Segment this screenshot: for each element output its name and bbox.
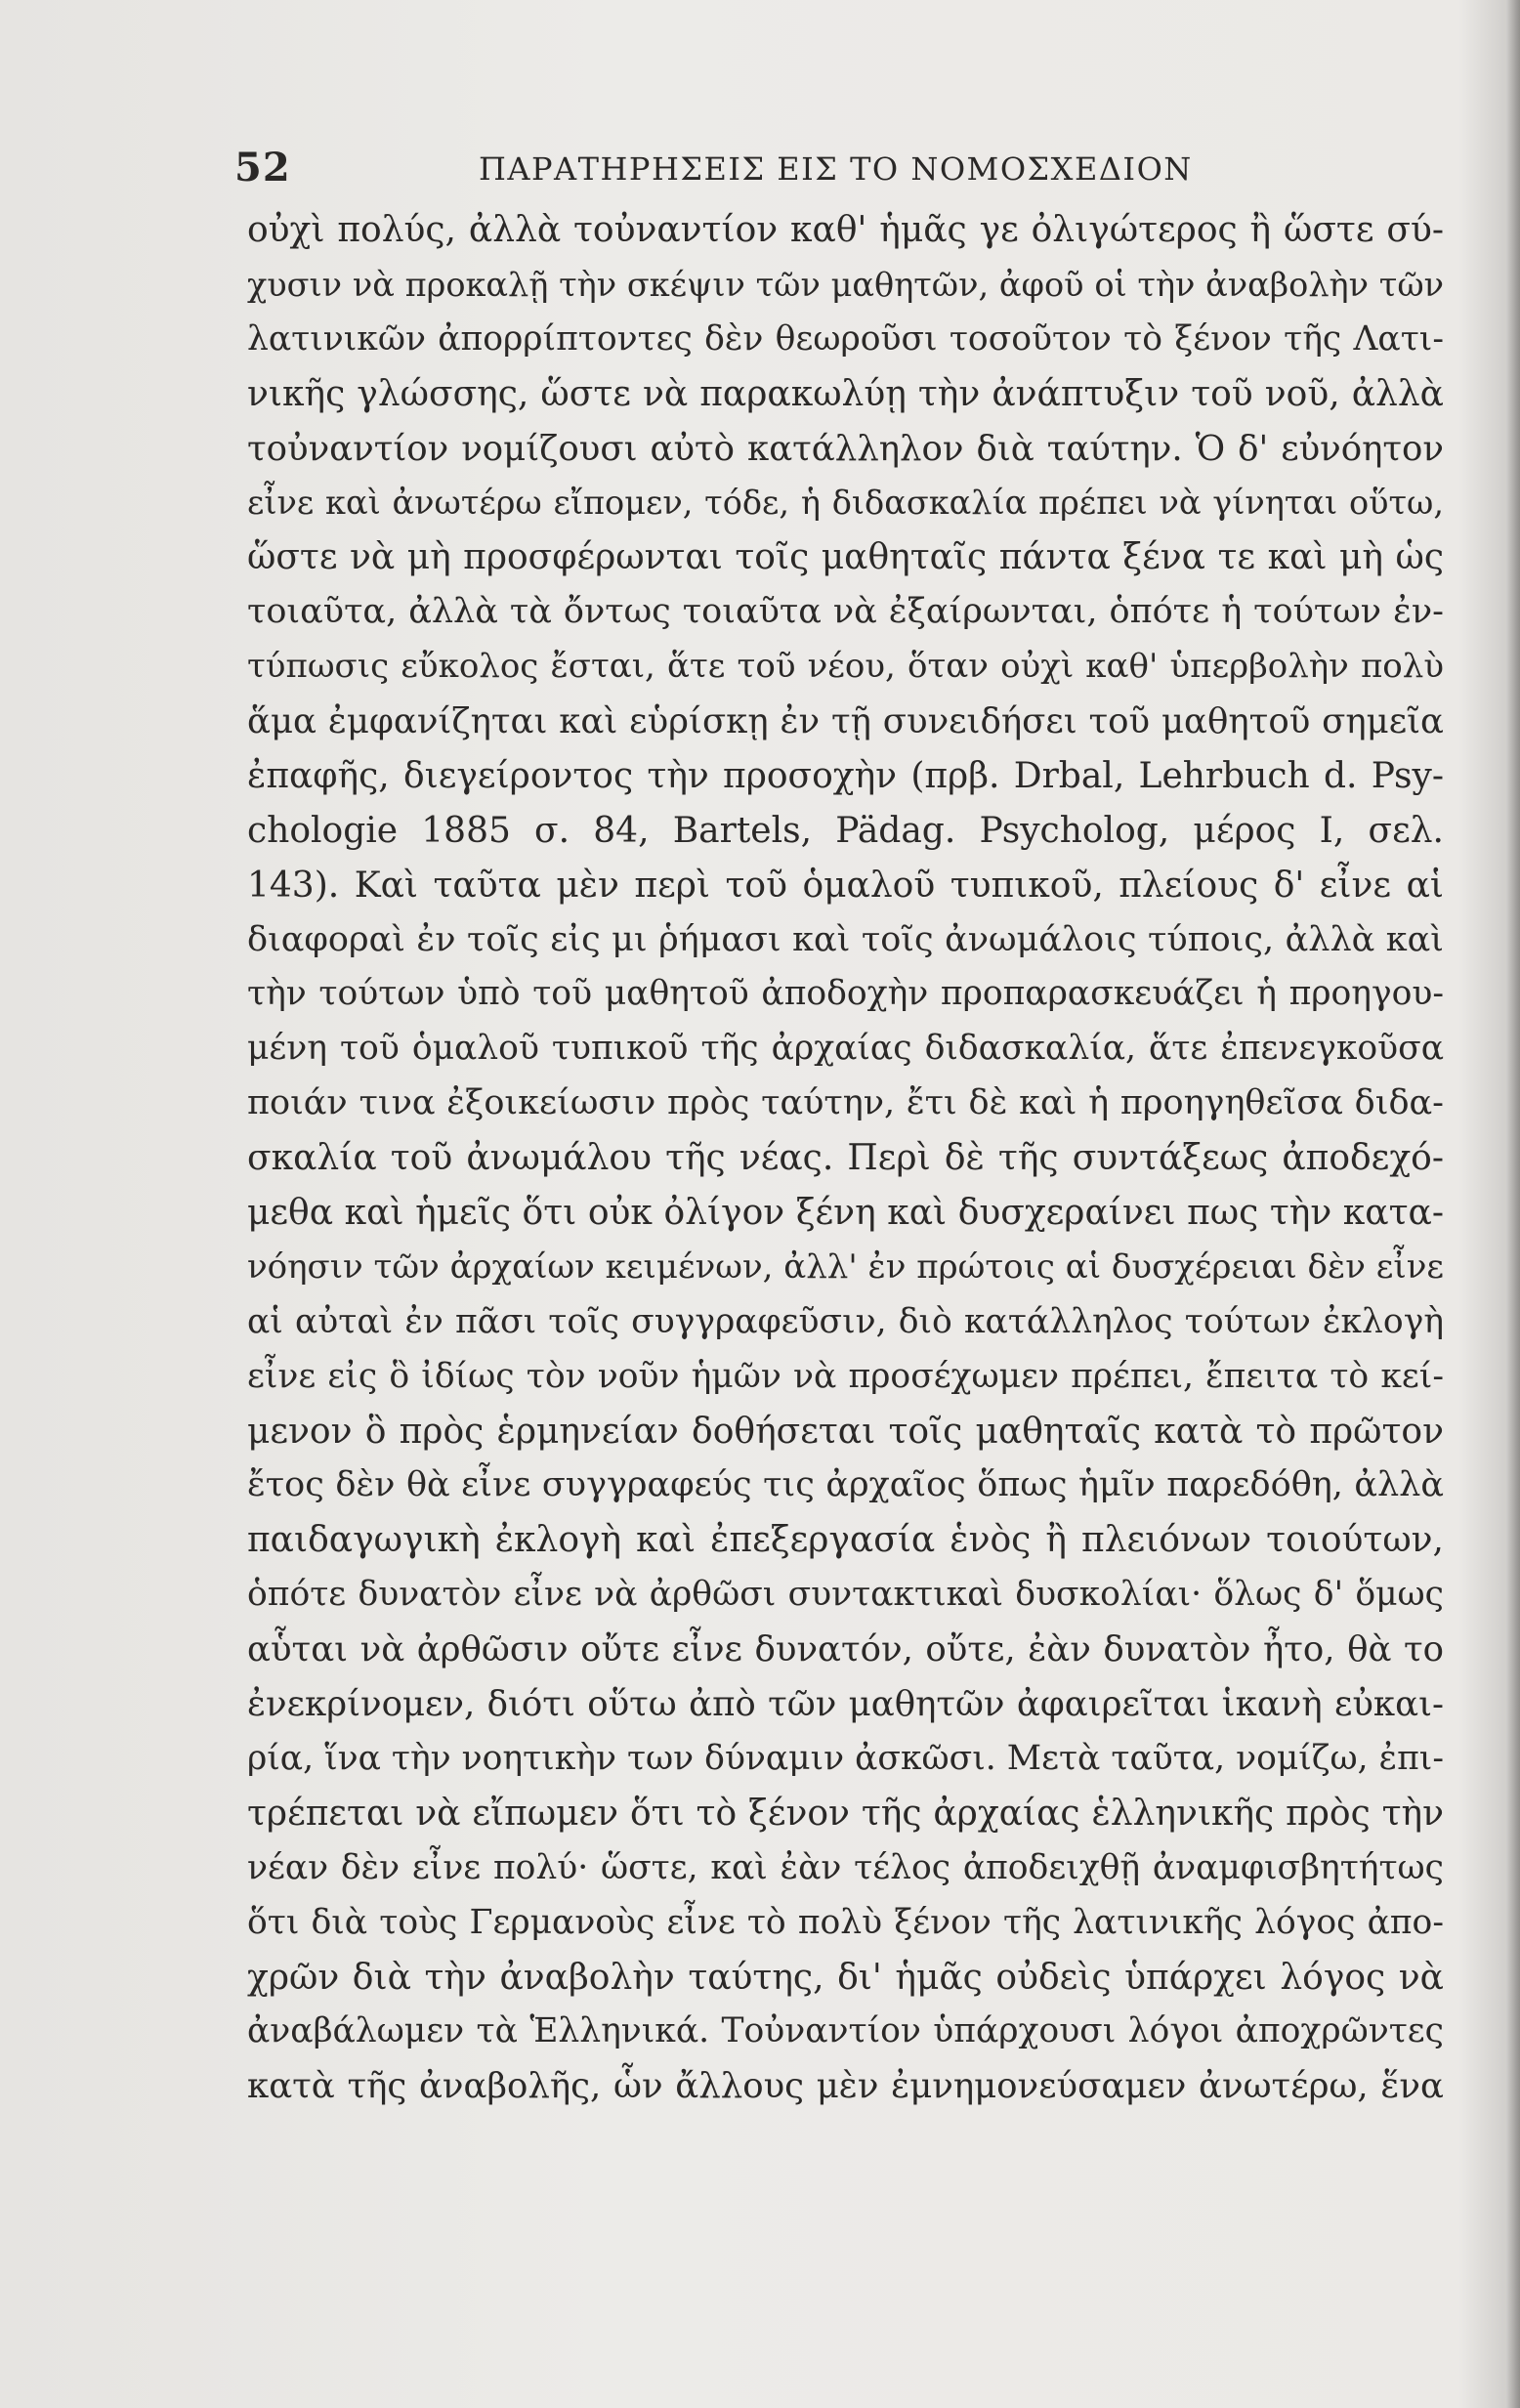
text-line: ἐνεκρίνομεν, διότι οὕτω ἀπὸ τῶν μαθητῶν ἀφαιρεῖται ἱκανὴ εὐκαι-	[247, 1684, 1444, 1725]
page-edge-shadow	[1506, 0, 1520, 2408]
text-line: χυσιν νὰ προκαλῇ τὴν σκέψιν τῶν μαθητῶν, ἀφοῦ οἱ τὴν ἀναβολὴν τῶν	[247, 265, 1444, 304]
text-line: 143). Καὶ ταῦτα μὲν περὶ τοῦ ὁμαλοῦ τυπικοῦ, πλείους δ' εἶνε αἱ	[247, 865, 1444, 906]
text-line: ὅτι διὰ τοὺς Γερμανοὺς εἶνε τὸ πολὺ ξένον τῆς λατινικῆς λόγος ἀπο-	[247, 1902, 1444, 1942]
text-line: μεθα καὶ ἡμεῖς ὅτι οὐκ ὀλίγον ξένη καὶ δυσχεραίνει πως τὴν κατα-	[247, 1193, 1444, 1234]
text-line: παιδαγωγικὴ ἐκλογὴ καὶ ἐπεξεργασία ἑνὸς ἢ πλειόνων τοιούτων,	[247, 1520, 1444, 1561]
text-line: σκαλία τοῦ ἀνωμάλου τῆς νέας. Περὶ δὲ τῆς συντάξεως ἀποδεχό-	[247, 1138, 1444, 1179]
text-line: ὥστε νὰ μὴ προσφέρωνται τοῖς μαθηταῖς πάντα ξένα τε καὶ μὴ ὡς	[247, 537, 1444, 578]
text-line: τὴν τούτων ὑπὸ τοῦ μαθητοῦ ἀποδοχὴν προπαρασκευάζει ἡ προηγου-	[247, 974, 1444, 1014]
text-line: ρία, ἵνα τὴν νοητικὴν των δύναμιν ἀσκῶσι. Μετὰ ταῦτα, νομίζω, ἐπι-	[247, 1738, 1444, 1778]
body-text	[247, 203, 1444, 2114]
text-line: τρέπεται νὰ εἴπωμεν ὅτι τὸ ξένον τῆς ἀρχαίας ἑλληνικῆς πρὸς τὴν	[247, 1793, 1444, 1834]
text-line: τοιαῦτα, ἀλλὰ τὰ ὄντως τοιαῦτα νὰ ἐξαίρωνται, ὁπότε ἡ τούτων ἐν-	[247, 592, 1444, 632]
text-line: ὁπότε δυνατὸν εἶνε νὰ ἀρθῶσι συντακτικαὶ δυσκολίαι· ὅλως δ' ὅμως	[247, 1575, 1444, 1615]
page-number: 52	[234, 145, 291, 190]
text-line: αἱ αὐταὶ ἐν πᾶσι τοῖς συγγραφεῦσιν, διὸ κατάλληλος τούτων ἐκλογὴ	[247, 1301, 1444, 1341]
text-line: διαφοραὶ ἐν τοῖς εἰς μι ῥήμασι καὶ τοῖς ἀνωμάλοις τύποις, ἀλλὰ καὶ	[247, 919, 1444, 959]
text-line: τοὐναντίον νομίζουσι αὐτὸ κατάλληλον διὰ ταύτην. Ὁ δ' εὐνόητον	[247, 428, 1444, 469]
text-line: εἶνε εἰς ὃ ἰδίως τὸν νοῦν ἡμῶν νὰ προσέχωμεν πρέπει, ἔπειτα τὸ κεί-	[247, 1356, 1444, 1396]
text-line: ἔτος δὲν θὰ εἶνε συγγραφεύς τις ἀρχαῖος ὅπως ἡμῖν παρεδόθη, ἀλλὰ	[247, 1465, 1444, 1505]
text-line: ἀναβάλωμεν τὰ Ἑλληνικά. Τοὐναντίον ὑπάρχουσι λόγοι ἀποχρῶντες	[247, 2011, 1444, 2051]
text-line: τύπωσις εὔκολος ἔσται, ἅτε τοῦ νέου, ὅταν οὐχὶ καθ' ὑπερβολὴν πολὺ	[247, 647, 1444, 687]
text-line: μένη τοῦ ὁμαλοῦ τυπικοῦ τῆς ἀρχαίας διδασκαλία, ἅτε ἐπενεγκοῦσα	[247, 1029, 1444, 1069]
text-line: χρῶν διὰ τὴν ἀναβολὴν ταύτης, δι' ἡμᾶς οὐδεὶς ὑπάρχει λόγος νὰ	[247, 1957, 1444, 1998]
text-line: κατὰ τῆς ἀναβολῆς, ὧν ἄλλους μὲν ἐμνημονεύσαμεν ἀνωτέρω, ἕνα	[247, 2066, 1444, 2107]
text-line: νέαν δὲν εἶνε πολύ· ὥστε, καὶ ἐὰν τέλος ἀποδειχθῇ ἀναμφισβητήτως	[247, 1847, 1444, 1887]
text-line: νόησιν τῶν ἀρχαίων κειμένων, ἀλλ' ἐν πρώτοις αἱ δυσχέρειαι δὲν εἶνε	[247, 1246, 1444, 1287]
text-line: νικῆς γλώσσης, ὥστε νὰ παρακωλύῃ τὴν ἀνάπτυξιν τοῦ νοῦ, ἀλλὰ	[247, 373, 1444, 414]
text-line: ποιάν τινα ἐξοικείωσιν πρὸς ταύτην, ἔτι δὲ καὶ ἡ προηγηθεῖσα διδα-	[247, 1083, 1444, 1123]
page-header	[234, 145, 1211, 199]
text-line: chologie 1885 σ. 84, Bartels, Pädag. Psycholog, μέρος I, σελ.	[247, 810, 1444, 851]
text-line: οὐχὶ πολύς, ἀλλὰ τοὐναντίον καθ' ἡμᾶς γε ὀλιγώτερος ἢ ὥστε σύ-	[247, 210, 1444, 250]
text-line: ἐπαφῆς, διεγείροντος τὴν προσοχὴν (πρβ. Drbal, Lehrbuch d. Psy-	[247, 755, 1444, 796]
text-line: αὗται νὰ ἀρθῶσιν οὔτε εἶνε δυνατόν, οὔτε, ἐὰν δυνατὸν ἦτο, θὰ το	[247, 1629, 1444, 1670]
text-line: λατινικῶν ἀπορρίπτοντες δὲν θεωροῦσι τοσοῦτον τὸ ξένον τῆς Λατι-	[247, 318, 1444, 359]
text-line: ἅμα ἐμφανίζηται καὶ εὑρίσκῃ ἐν τῇ συνειδήσει τοῦ μαθητοῦ σημεῖα	[247, 701, 1444, 742]
text-line: μενον ὃ πρὸς ἑρμηνείαν δοθήσεται τοῖς μαθηταῖς κατὰ τὸ πρῶτον	[247, 1411, 1444, 1452]
running-title: ΠΑΡΑΤΗΡΗΣΕΙΣ ΕΙΣ ΤΟ ΝΟΜΟΣΧΕΔΙΟΝ	[479, 150, 1193, 188]
text-line: εἶνε καὶ ἀνωτέρω εἴπομεν, τόδε, ἡ διδασκαλία πρέπει νὰ γίνηται οὕτω,	[247, 484, 1444, 523]
